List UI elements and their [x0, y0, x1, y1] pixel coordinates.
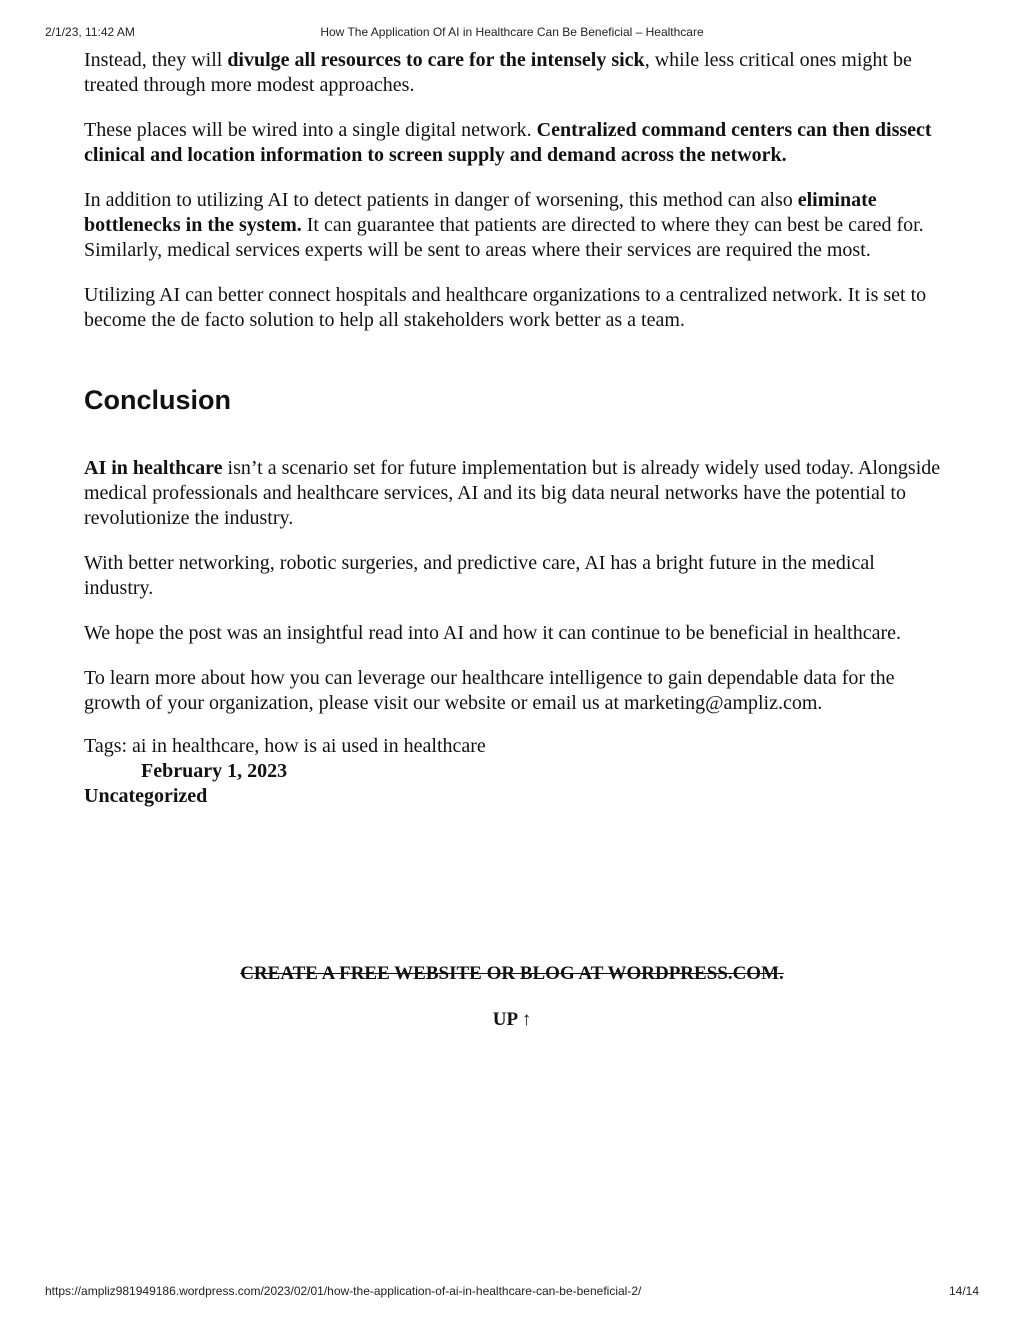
paragraph: We hope the post was an insightful read into AI and how it can continue to be beneficial in healthcare.	[84, 622, 902, 644]
section-heading: Conclusion	[84, 385, 231, 415]
tags-label: Tags:	[84, 735, 128, 757]
paragraph: AI in healthcare isn’t a scenario set for future implementation but is already widely used today. Alongside medical professionals and healthcare services, AI and its big data neural networks have the potential to revolutionize the industry.	[84, 457, 941, 529]
tag-link[interactable]: how is ai used in healthcare	[264, 735, 486, 757]
back-to-top-link[interactable]: UP ↑	[492, 1009, 532, 1030]
print-datetime: 2/1/23, 11:42 AM	[45, 25, 135, 39]
print-url: https://ampliz981949186.wordpress.com/2023/02/01/how-the-application-of-ai-in-healthcare-can-be-beneficial-2/	[45, 1284, 642, 1298]
bold-text: AI in healthcare	[84, 457, 223, 479]
page-number: 14/14	[948, 1284, 979, 1298]
print-footer	[45, 1284, 979, 1298]
paragraph: Utilizing AI can better connect hospitals and healthcare organizations to a centralized network. It is set to become the de facto solution to help all stakeholders work better as a team.	[84, 284, 927, 331]
bold-text: eliminate bottlenecks in the system.	[84, 189, 877, 236]
site-footer	[0, 963, 1024, 1031]
paragraph: With better networking, robotic surgeries, and predictive care, AI has a bright future in the medical industry.	[84, 552, 875, 599]
post-tags: Tags: ai in healthcare, how is ai used in healthcare	[84, 735, 486, 757]
print-page-title: How The Application Of AI in Healthcare Can Be Beneficial – Healthcare	[320, 25, 704, 39]
post-date[interactable]: February 1, 2023	[141, 760, 288, 782]
bold-text: Centralized command centers can then dissect clinical and location information to screen supply and demand across the network.	[84, 119, 932, 166]
print-header	[45, 25, 979, 39]
post-meta	[84, 734, 944, 809]
paragraph: To learn more about how you can leverage our healthcare intelligence to gain dependable data for the growth of your organization, please visit our website or email us at marketing@ampliz.com.	[84, 667, 895, 714]
article-content	[84, 48, 944, 809]
bold-text: divulge all resources to care for the intensely sick	[227, 49, 645, 71]
tag-link[interactable]: ai in healthcare	[132, 735, 255, 757]
paragraph: Instead, they will divulge all resources to care for the intensely sick, while less critical ones might be treated through more modest approaches.	[84, 49, 912, 96]
wordpress-credit-link[interactable]: CREATE A FREE WEBSITE OR BLOG AT WORDPRESS.COM.	[240, 963, 784, 984]
post-category[interactable]: Uncategorized	[84, 785, 208, 807]
paragraph: In addition to utilizing AI to detect patients in danger of worsening, this method can also eliminate bottlenecks in the system. It can guarantee that patients are directed to where they can best be cared for. Similarly, medical services experts will be sent to areas where their services are required the most.	[84, 189, 924, 261]
paragraph: These places will be wired into a single digital network. Centralized command centers can then dissect clinical and location information to screen supply and demand across the network.	[84, 119, 932, 166]
